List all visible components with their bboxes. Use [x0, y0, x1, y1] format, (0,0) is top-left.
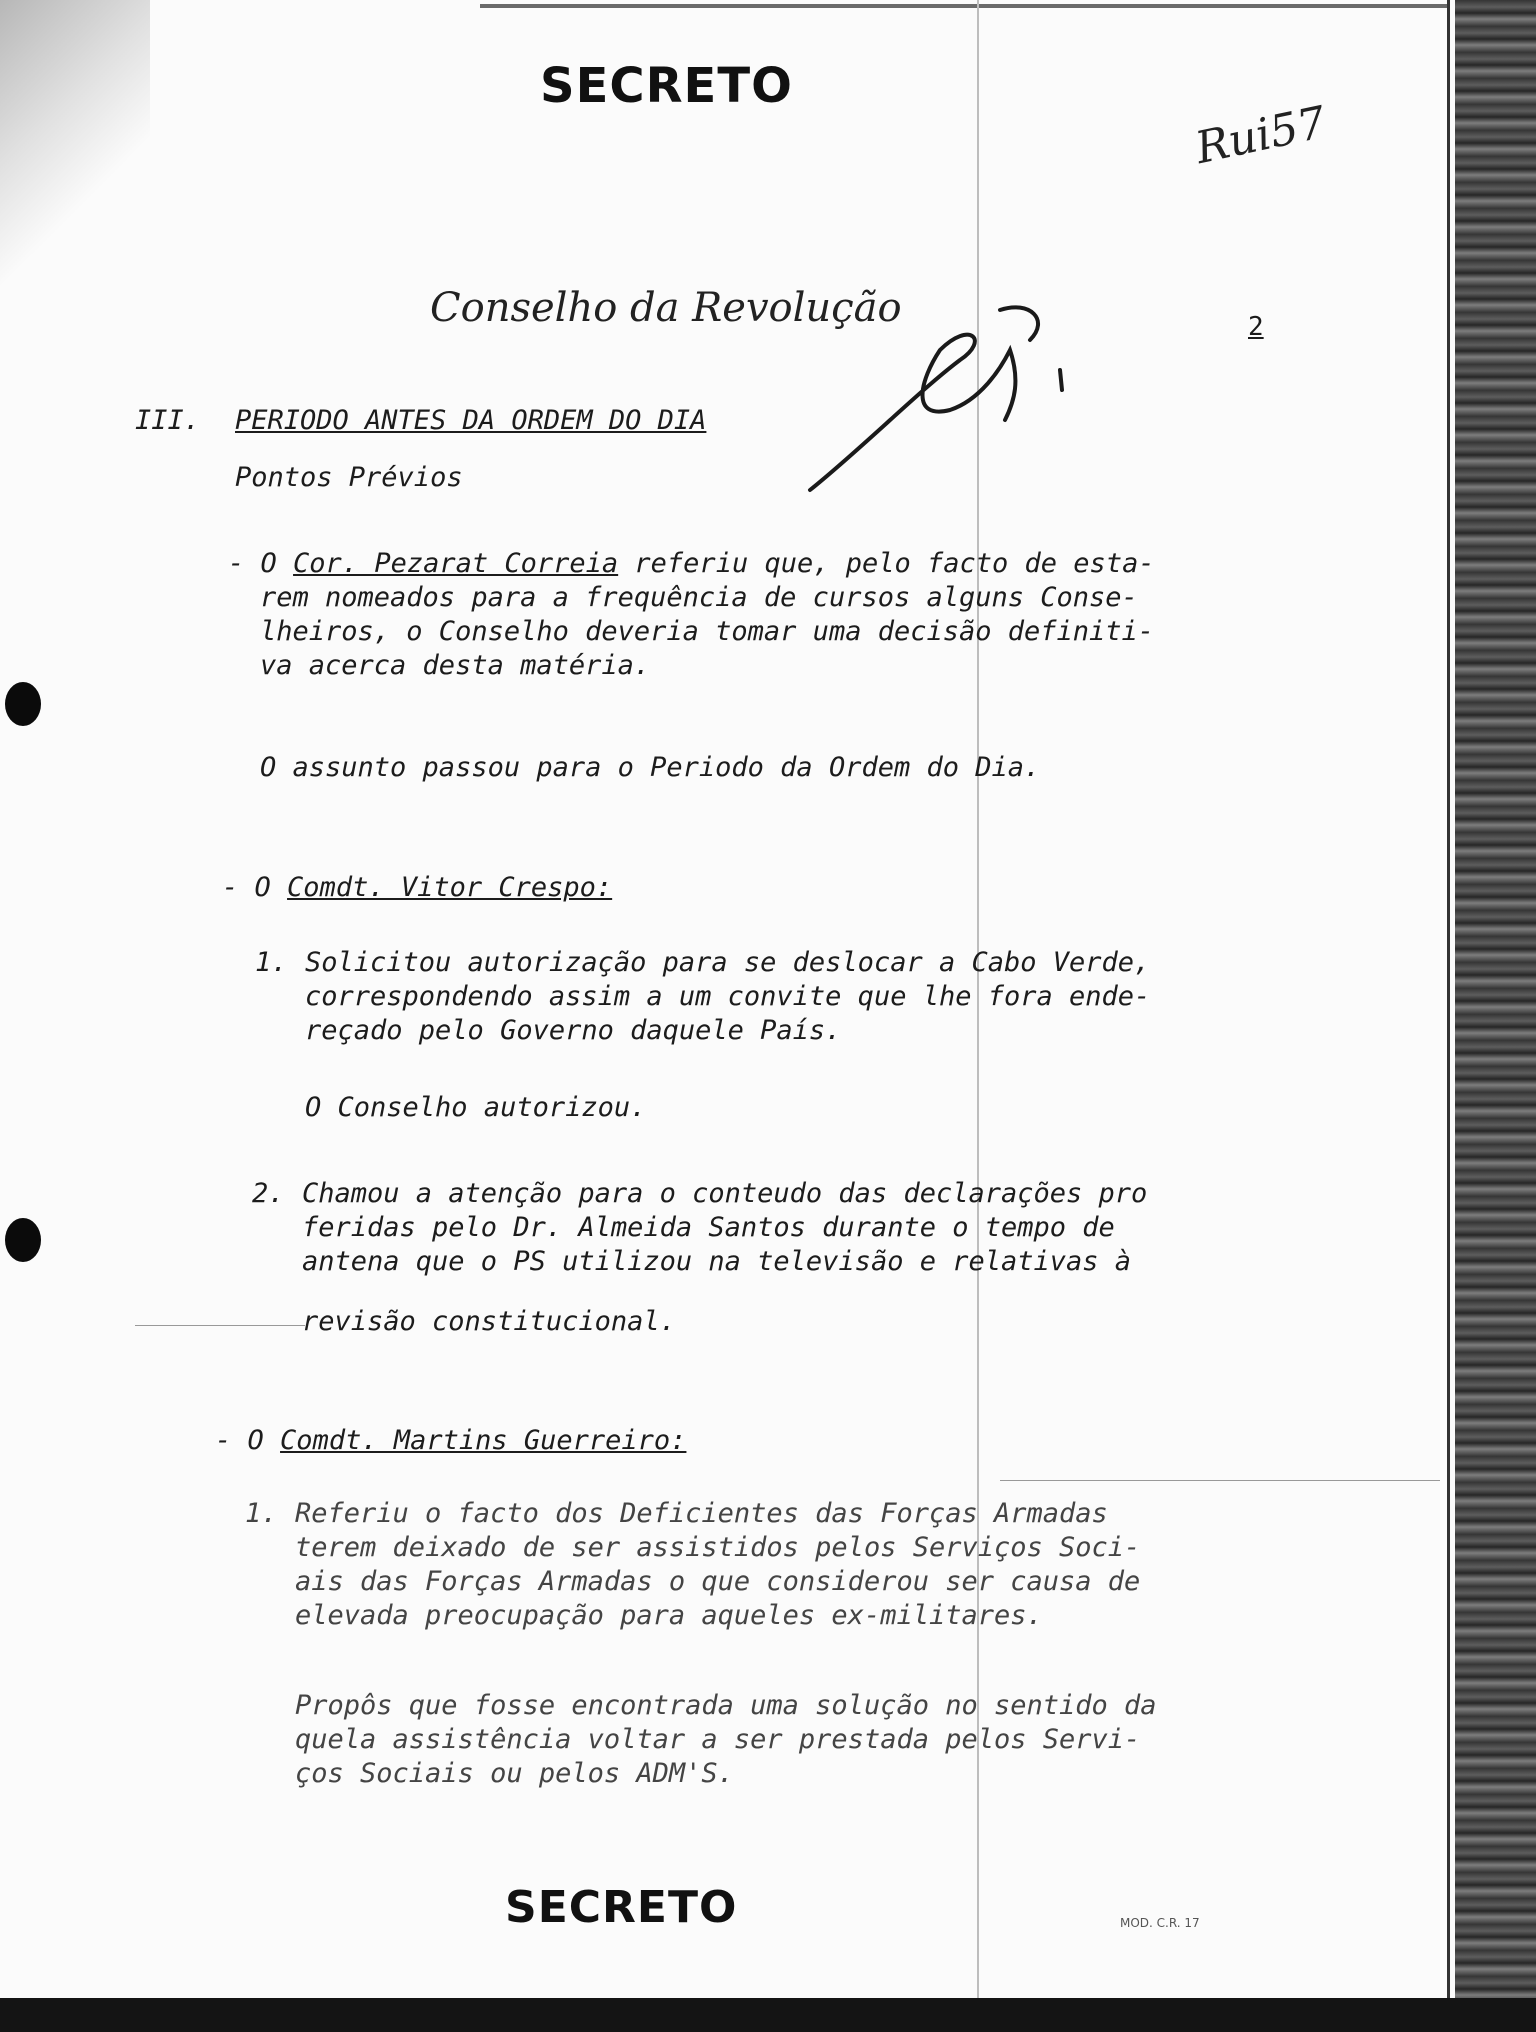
point-line: feridas pelo Dr. Almeida Santos durante o tempo de [302, 1212, 1115, 1243]
scan-stray-line [1000, 1480, 1440, 1481]
punch-hole-lower [5, 1218, 41, 1262]
form-code: MOD. C.R. 17 [1120, 1916, 1200, 1930]
speaker-name: Cor. Pezarat Correia [293, 548, 619, 579]
item-3-heading [215, 1425, 686, 1457]
section-subtitle: Pontos Prévios [235, 462, 463, 493]
scan-right-edge [1455, 0, 1536, 2032]
point-line: Solicitou autorização para se deslocar a Cabo Verde, [305, 947, 1151, 978]
point-line: correspondendo assim a um convite que lhe fora ende- [305, 981, 1151, 1012]
item-text: referiu que, pelo facto de esta- [618, 548, 1155, 579]
item-1-outcome: O assunto passou para o Periodo da Ordem do Dia. [260, 752, 1041, 783]
point-number: 1. [245, 1498, 278, 1529]
scan-bottom-edge [0, 1998, 1536, 2032]
point-line: ais das Forças Armadas o que considerou ser causa de [295, 1566, 1141, 1597]
scan-smudge [0, 0, 150, 330]
item-1-line-3: lheiros, o Conselho deveria tomar uma decisão definiti- [260, 616, 1155, 647]
point-line: Referiu o facto dos Deficientes das Forças Armadas [295, 1498, 1108, 1529]
scan-top-border [480, 4, 1450, 8]
item-1-line-4: va acerca desta matéria. [260, 650, 651, 681]
point-number: 1. [255, 947, 288, 978]
point-number: 2. [252, 1178, 285, 1209]
page-number: 2 [1248, 312, 1264, 342]
speaker-name: Comdt. Vitor Crespo: [287, 872, 613, 903]
classification-header: SECRETO [540, 58, 793, 114]
signature-scribble [800, 300, 1100, 500]
point-followup-line: Propôs que fosse encontrada uma solução no sentido da [295, 1690, 1157, 1721]
item-2-heading [222, 872, 612, 904]
point-outcome: O Conselho autorizou. [305, 1092, 647, 1123]
item-dash: - O [228, 548, 277, 579]
item-1-line-1 [228, 548, 1155, 580]
section-title: PERIODO ANTES DA ORDEM DO DIA [235, 405, 707, 436]
point-line: terem deixado de ser assistidos pelos Serviços Soci- [295, 1532, 1141, 1563]
point-line: reçado pelo Governo daquele País. [305, 1015, 842, 1046]
item-dash: - O [215, 1425, 264, 1456]
section-number: III. [135, 405, 201, 436]
point-line: elevada preocupação para aqueles ex-militares. [295, 1600, 1043, 1631]
item-1-line-2: rem nomeados para a frequência de cursos alguns Conse- [260, 582, 1138, 613]
item-dash: - O [222, 872, 271, 903]
scan-stray-line [135, 1325, 305, 1326]
council-letterhead: Conselho da Revolução [430, 285, 902, 331]
point-line: revisão constitucional. [302, 1306, 676, 1337]
page-edge-line [1447, 0, 1450, 2032]
classification-footer: SECRETO [505, 1882, 738, 1933]
point-line: antena que o PS utilizou na televisão e relativas à [302, 1246, 1132, 1277]
point-followup-line: quela assistência voltar a ser prestada pelos Servi- [295, 1724, 1141, 1755]
point-line: Chamou a atenção para o conteudo das declarações pro [302, 1178, 1148, 1209]
handwritten-note: Rui57 [1191, 96, 1331, 175]
punch-hole-upper [5, 682, 41, 726]
point-followup-line: ços Sociais ou pelos ADM'S. [295, 1758, 734, 1789]
speaker-name: Comdt. Martins Guerreiro: [280, 1425, 687, 1456]
